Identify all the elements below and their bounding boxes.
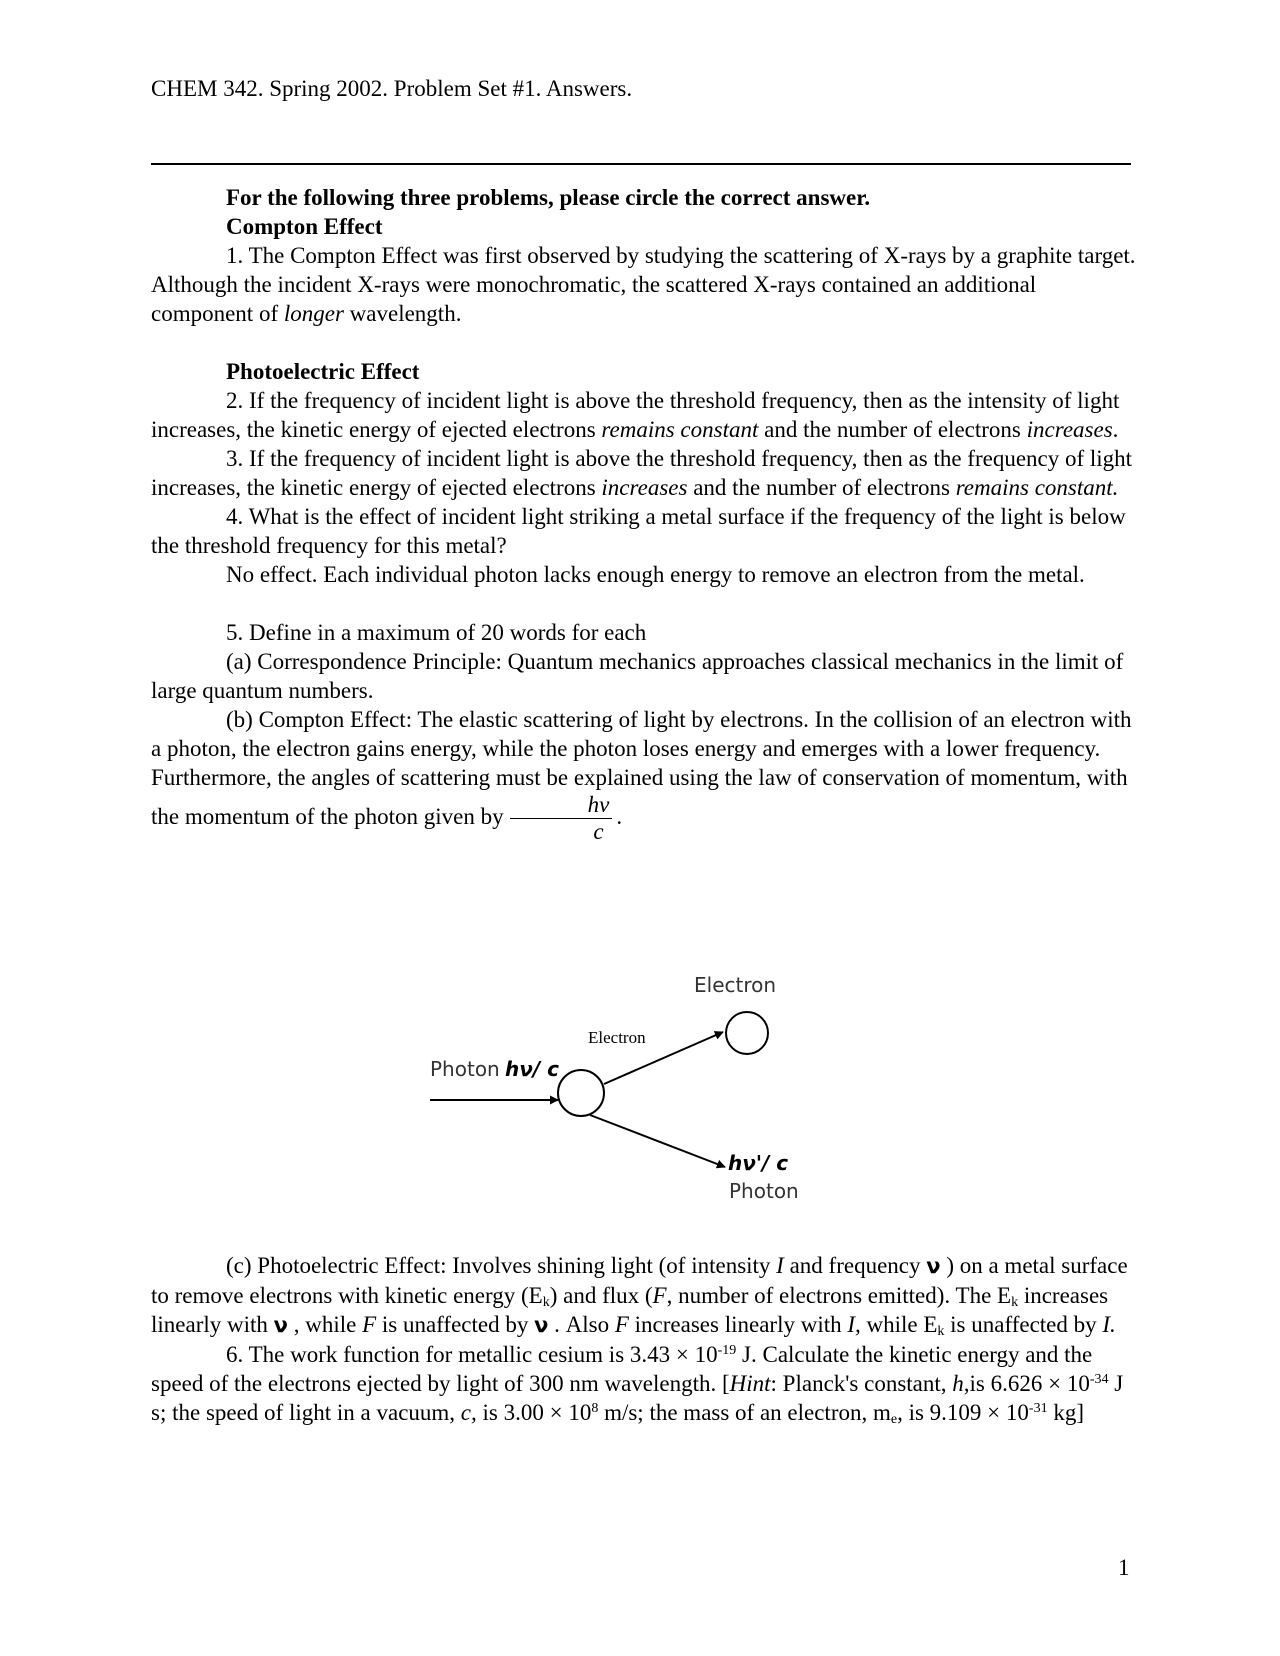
q6-text-5: J s; the speed of light in a vacuum,: [151, 1371, 1124, 1425]
electron-top-label: Electron: [694, 973, 777, 997]
subscript-k: k: [542, 1295, 550, 1310]
question-3-text-b: and the number of electrons: [687, 475, 956, 500]
intensity-symbol: I: [776, 1253, 784, 1278]
question-2-answer-2: increases: [1026, 417, 1113, 442]
q5c-text-12: is unaffected by: [944, 1312, 1103, 1337]
exponent: -34: [1089, 1372, 1109, 1387]
question-4-answer: No effect. Each individual photon lacks enough energy to remove an electron from the metal.: [226, 562, 1085, 587]
question-5b-end: .: [616, 803, 623, 829]
subscript-k: k: [937, 1324, 945, 1339]
photon-in-label: Photon: [430, 1057, 500, 1081]
photon-in-formula: hν/ c: [505, 1057, 559, 1081]
q5c-text-5: , number of electrons emitted). The E: [666, 1283, 1012, 1308]
question-4: 4. What is the effect of incident light striking a metal surface if the frequency of the light is below the threshold frequency for this metal?: [151, 504, 1126, 558]
subscript-e: e: [890, 1412, 898, 1427]
q5c-text-6: increases linearly with: [151, 1283, 1109, 1337]
electron-circle: [558, 1070, 604, 1116]
q6-text-1: 6. The work function for metallic cesium is 3.43 × 10: [226, 1342, 718, 1367]
scattered-electron-circle: [726, 1012, 768, 1054]
planck-symbol: h: [952, 1371, 964, 1396]
flux-symbol: F: [614, 1312, 629, 1337]
question-6: [151, 1340, 1137, 1427]
document-header: CHEM 342. Spring 2002. Problem Set #1. Answers.: [151, 76, 633, 101]
q5c-text-3: ) on a metal surface to remove electrons with kinetic energy (E: [151, 1253, 1128, 1308]
question-2-text-b: and the number of electrons: [758, 417, 1027, 442]
question-2-text-c: .: [1112, 417, 1119, 442]
photon-out-label: Photon: [729, 1179, 799, 1203]
header-rule: [151, 163, 1131, 165]
q5c-text-7: , while: [287, 1312, 363, 1337]
question-3-answer-2: remains constant.: [955, 475, 1119, 500]
exponent: -31: [1028, 1401, 1048, 1416]
q5c-text-4: ) and flux (: [549, 1283, 653, 1308]
light-speed-symbol: c,: [460, 1400, 477, 1425]
electron-mid-label: Electron: [588, 1028, 646, 1047]
problem-content: [151, 183, 1137, 845]
subscript-k: k: [1011, 1295, 1019, 1310]
question-1: [151, 241, 1137, 328]
q5c-text-11: while E: [860, 1312, 938, 1337]
q6-text-2: J. Calculate the kinetic energy and the speed of the electrons ejected by light of 300 nm wavelength. [: [151, 1342, 1093, 1396]
problem-content-continued: [151, 1251, 1137, 1427]
q6-text-4: ,is 6.626 × 10: [963, 1371, 1090, 1396]
instructions: For the following three problems, please circle the correct answer.: [226, 185, 871, 210]
intensity-symbol: I.: [1102, 1312, 1116, 1337]
question-3-text-a: 3. If the frequency of incident light is above the threshold frequency, then as the frequency of light increases, the kinetic energy of ejected electrons: [151, 446, 1133, 500]
q6-text-7: m/s; the mass of an electron, m: [598, 1400, 891, 1425]
frequency-symbol: ν: [926, 1254, 941, 1278]
compton-scattering-diagram: [430, 962, 830, 1212]
frequency-symbol: ν: [273, 1313, 288, 1337]
exponent: 8: [591, 1401, 599, 1416]
q6-text-9: kg]: [1047, 1400, 1084, 1425]
flux-symbol: F: [362, 1312, 377, 1337]
question-3: [151, 444, 1137, 502]
exponent: -19: [717, 1343, 737, 1358]
q6-text-3: : Planck's constant,: [770, 1371, 953, 1396]
momentum-fraction: [510, 792, 613, 845]
hint-label: Hint: [729, 1371, 771, 1396]
photon-out-formula: hν'/ c: [728, 1151, 789, 1175]
question-5b-text: (b) Compton Effect: The elastic scattering of light by electrons. In the collision of an electron with a photon, the electron gains energy, while the photon loses energy and emerges with a lower frequency. Furthermore, the angles of scattering must be explained using the law of conservation of momentum, with the momentum of the photon given by: [151, 707, 1132, 829]
intensity-symbol: I,: [847, 1312, 861, 1337]
q5c-text-9: . Also: [548, 1312, 615, 1337]
question-5-prompt: 5. Define in a maximum of 20 words for each: [226, 620, 647, 645]
q5c-text-1: (c) Photoelectric Effect: Involves shining light (of intensity: [226, 1253, 777, 1278]
question-2-text-a: 2. If the frequency of incident light is above the threshold frequency, then as the intensity of light increases, the kinetic energy of ejected electrons: [151, 388, 1120, 442]
q6-text-8: , is 9.109 × 10: [897, 1400, 1029, 1425]
fraction-numerator: hν: [510, 792, 613, 819]
question-2: [151, 386, 1137, 444]
scattered-photon-arrow: [590, 1115, 725, 1167]
flux-symbol: F: [652, 1283, 667, 1308]
page-number: 1: [1118, 1555, 1130, 1580]
question-1-text-b: wavelength.: [343, 301, 462, 326]
question-2-answer-1: remains constant: [601, 417, 759, 442]
q5c-text-10: increases linearly with: [628, 1312, 848, 1337]
question-5b: [151, 705, 1137, 845]
question-5c: [151, 1251, 1137, 1340]
photoelectric-heading: Photoelectric Effect: [226, 359, 420, 384]
question-5a: (a) Correspondence Principle: Quantum mechanics approaches classical mechanics in the limit of large quantum numbers.: [151, 649, 1124, 703]
compton-heading: Compton Effect: [226, 214, 383, 239]
q5c-text-8: is unaffected by: [376, 1312, 535, 1337]
question-1-answer: longer: [283, 301, 344, 326]
question-1-text-a: 1. The Compton Effect was first observed by studying the scattering of X-rays by a graphite target. Although the incident X-rays were monochromatic, the scattered X-rays contained an additional component of: [151, 243, 1136, 326]
q6-text-6: is 3.00 × 10: [476, 1400, 592, 1425]
fraction-denominator: c: [593, 819, 604, 844]
question-3-answer-1: increases: [601, 475, 688, 500]
q5c-text-2: and frequency: [783, 1253, 927, 1278]
frequency-symbol: ν: [534, 1313, 549, 1337]
